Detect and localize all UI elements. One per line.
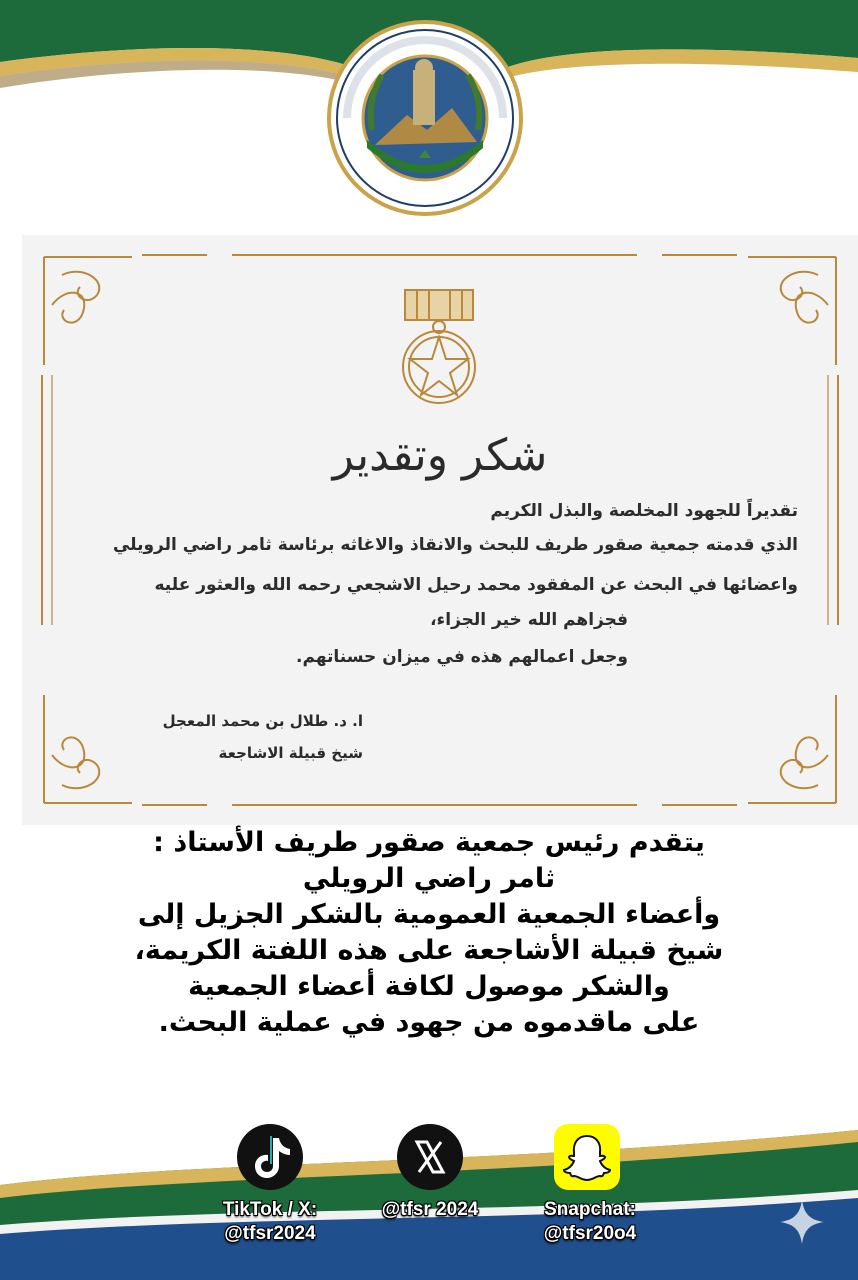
announcement-text (0, 825, 858, 1041)
medal-icon (403, 290, 475, 403)
certificate-line-3: واعضائها في البحث عن المفقود محمد رحيل الاشجعي رحمه الله والعثور عليه (154, 575, 798, 595)
announcement-line-4: شيخ قبيلة الأشاجعة على هذه اللفتة الكريمة، (134, 935, 724, 966)
snapchat-icon[interactable] (552, 1122, 622, 1192)
signer-name: ا. د. طلال بن محمد المعجل (162, 712, 363, 730)
tiktok-handle[interactable]: TikTok / X: @tfsr2024 (222, 1199, 318, 1244)
certificate-line-2: الذي قدمته جمعية صقور طريف للبحث والانقاذ والاغاثه برئاسة ثامر راضي الرويلي (112, 535, 798, 555)
association-logo (327, 20, 523, 216)
tiktok-icon[interactable] (235, 1122, 305, 1192)
certificate-line-1: تقديراً للجهود المخلصة والبذل الكريم (490, 501, 798, 521)
announcement-line-2: ثامر راضي الرويلي (302, 863, 556, 894)
certificate-line-4: فجزاهم الله خير الجزاء، (430, 610, 628, 630)
announcement-line-5: والشكر موصول لكافة أعضاء الجمعية (188, 971, 670, 1002)
announcement-line-3: وأعضاء الجمعية العمومية بالشكر الجزيل إلى (137, 899, 721, 930)
announcement-line-1: يتقدم رئيس جمعية صقور طريف الأستاذ : (153, 827, 705, 858)
x-icon[interactable] (395, 1122, 465, 1192)
signature-block (163, 705, 363, 769)
certificate-card (22, 235, 858, 825)
signer-title: شيخ قبيلة الاشاجعة (218, 744, 363, 762)
certificate-line-5: وجعل اعمالهم هذه في ميزان حسناتهم. (296, 647, 628, 667)
announcement-line-6: على ماقدموه من جهود في عملية البحث. (158, 1007, 700, 1038)
certificate-title: شكر وتقدير (332, 430, 548, 481)
x-handle[interactable]: @tfsr 2024 (381, 1199, 479, 1220)
certificate-frame (22, 235, 858, 825)
snapchat-handle[interactable]: Snapchat: @tfsr20o4 (543, 1199, 637, 1244)
sparkle-icon (778, 1198, 826, 1246)
